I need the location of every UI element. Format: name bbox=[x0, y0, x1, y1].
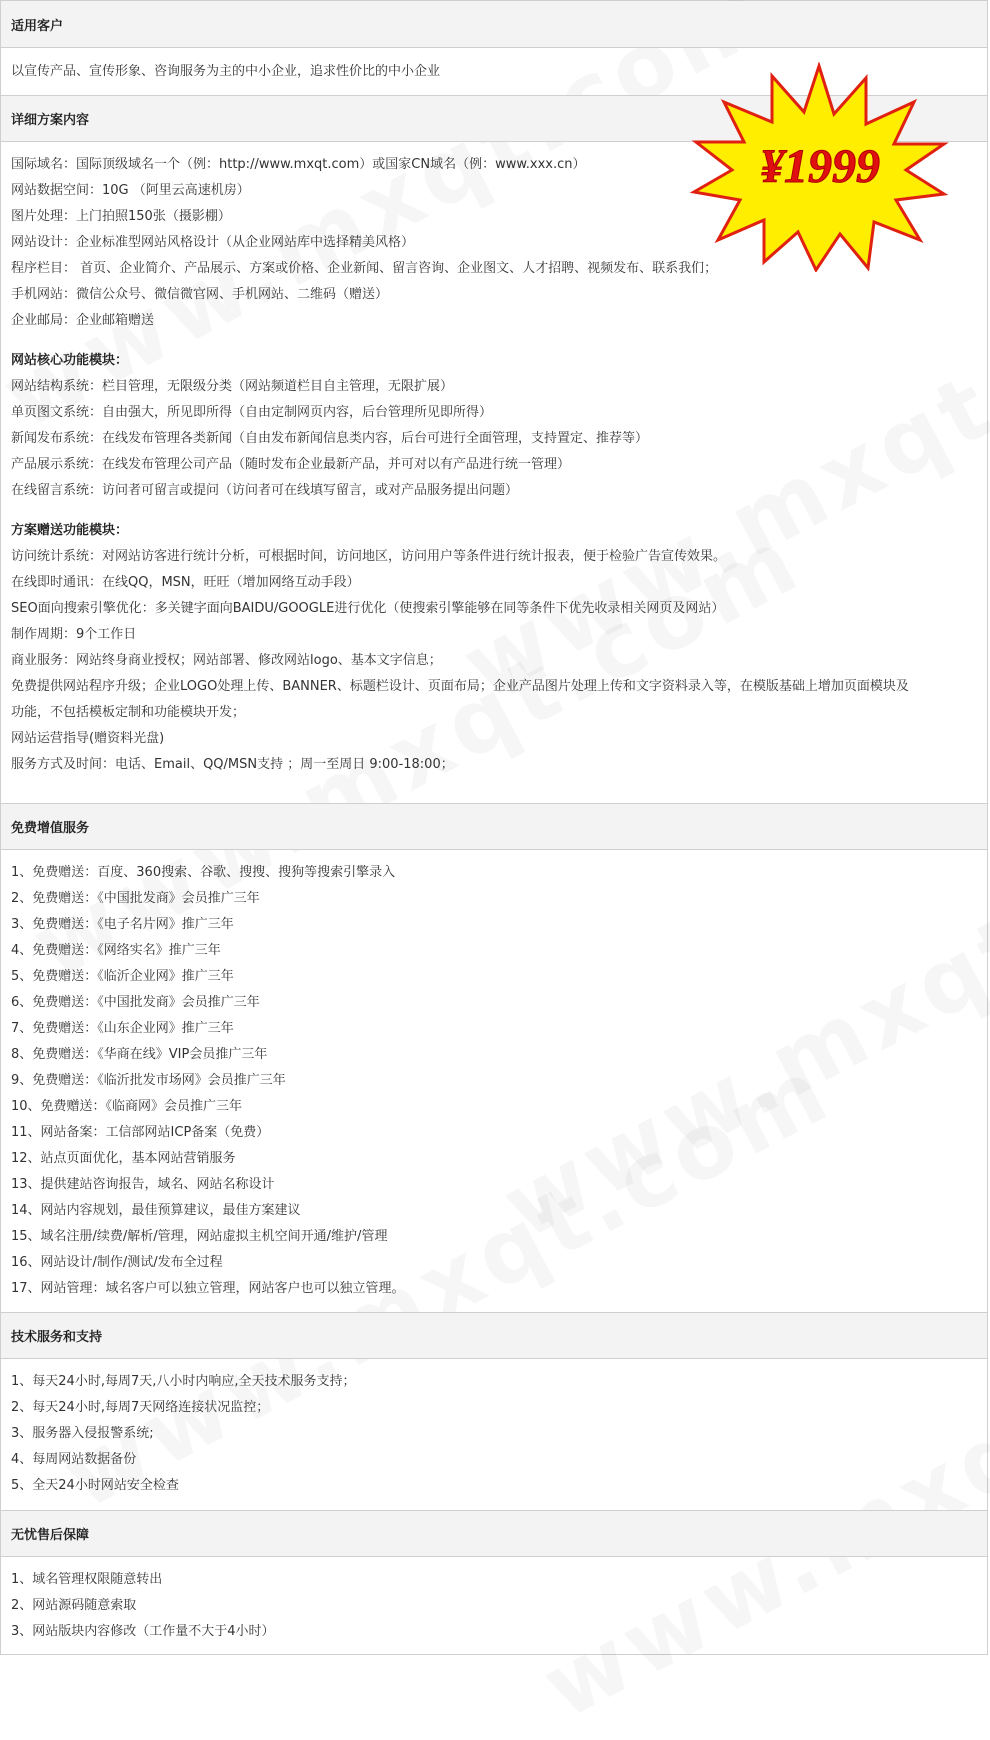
after-sales-item: 2、网站源码随意索取 bbox=[11, 1598, 137, 1613]
after-sales-item: 1、域名管理权限随意转出 bbox=[11, 1572, 163, 1587]
tech-support-item: 3、服务器入侵报警系统; bbox=[11, 1426, 154, 1441]
gift-module-item: 网站运营指导(赠资料光盘) bbox=[11, 731, 165, 746]
gift-module-item: 功能，不包括模板定制和功能模块开发； bbox=[11, 705, 246, 720]
free-service-item: 2、免费赠送：《中国批发商》会员推广三年 bbox=[11, 891, 260, 906]
price-text: ¥1999 bbox=[760, 140, 880, 193]
free-service-item: 4、免费赠送：《网络实名》推广三年 bbox=[11, 943, 221, 958]
after-sales-item: 3、网站版块内容修改（工作量不大于4小时） bbox=[11, 1624, 275, 1639]
gift-module-item: 访问统计系统：对网站访客进行统计分析，可根据时间，访问地区，访问用户等条件进行统计报表，便于检验广告宣传效果。 bbox=[11, 549, 727, 564]
plan-item: 企业邮局：企业邮箱赠送 bbox=[11, 313, 155, 328]
free-service-item: 10、免费赠送：《临商网》会员推广三年 bbox=[11, 1099, 243, 1114]
core-module-item: 新闻发布系统：在线发布管理各类新闻（自由发布新闻信息类内容，后台可进行全面管理，支持置定、推荐等） bbox=[11, 431, 649, 446]
free-service-item: 7、免费赠送：《山东企业网》推广三年 bbox=[11, 1021, 234, 1036]
tech-support-item: 1、每天24小时,每周7天,八小时内响应,全天技术服务支持； bbox=[11, 1374, 356, 1389]
free-service-item: 1、免费赠送：百度、360搜索、谷歌、搜搜、搜狗等搜索引擎录入 bbox=[11, 865, 396, 880]
price-starburst-badge bbox=[688, 62, 950, 272]
core-module-item: 单页图文系统：自由强大，所见即所得（自由定制网页内容，后台管理所见即所得） bbox=[11, 405, 493, 420]
section-heading-after-sales: 无忧售后保障 bbox=[1, 1510, 987, 1557]
free-service-item: 17、网站管理：域名客户可以独立管理，网站客户也可以独立管理。 bbox=[11, 1281, 405, 1296]
core-module-item: 在线留言系统：访问者可留言或提问（访问者可在线填写留言，或对产品服务提出问题） bbox=[11, 483, 519, 498]
customers-text: 以宣传产品、宣传形象、咨询服务为主的中小企业，追求性价比的中小企业 bbox=[11, 64, 441, 79]
plan-item: 国际域名：国际顶级域名一个（例：http://www.mxqt.com）或国家CN域名（例：www.xxx.cn） bbox=[11, 157, 586, 172]
section-heading-free-services: 免费增值服务 bbox=[1, 803, 987, 850]
plan-item: 图片处理：上门拍照150张（摄影棚） bbox=[11, 209, 231, 224]
section-heading-customers: 适用客户 bbox=[1, 1, 987, 48]
free-service-item: 9、免费赠送：《临沂批发市场网》会员推广三年 bbox=[11, 1073, 286, 1088]
gift-module-item: 服务方式及时间：电话、Email、QQ/MSN支持 ；周一至周日 9:00-18:00； bbox=[11, 757, 454, 772]
gift-modules-heading: 方案赠送功能模块： bbox=[11, 523, 129, 538]
free-service-item: 5、免费赠送：《临沂企业网》推广三年 bbox=[11, 969, 234, 984]
free-service-item: 14、网站内容规划，最佳预算建议，最佳方案建议 bbox=[11, 1203, 301, 1218]
gift-module-item: 商业服务：网站终身商业授权；网站部署、修改网站logo、基本文字信息； bbox=[11, 653, 442, 668]
core-modules-heading: 网站核心功能模块： bbox=[11, 353, 129, 368]
plan-item: 手机网站：微信公众号、微信微官网、手机网站、二维码（赠送） bbox=[11, 287, 389, 302]
free-service-item: 15、域名注册/续费/解析/管理，网站虚拟主机空间开通/维护/管理 bbox=[11, 1229, 388, 1244]
section-heading-plan: 详细方案内容 bbox=[1, 95, 987, 142]
free-service-item: 6、免费赠送：《中国批发商》会员推广三年 bbox=[11, 995, 260, 1010]
gift-module-item: 在线即时通讯：在线QQ，MSN，旺旺（增加网络互动手段） bbox=[11, 575, 360, 590]
core-module-item: 网站结构系统：栏目管理，无限级分类（网站频道栏目自主管理，无限扩展） bbox=[11, 379, 454, 394]
free-service-item: 13、提供建站咨询报告，域名、网站名称设计 bbox=[11, 1177, 275, 1192]
gift-module-item: SEO面向搜索引擎优化：多关键字面向BAIDU/GOOGLE进行优化（使搜索引擎能够在同等条件下优先收录相关网页及网站） bbox=[11, 601, 725, 616]
free-service-item: 16、网站设计/制作/测试/发布全过程 bbox=[11, 1255, 223, 1270]
free-service-item: 12、站点页面优化，基本网站营销服务 bbox=[11, 1151, 236, 1166]
gift-module-item: 免费提供网站程序升级；企业LOGO处理上传、BANNER、标题栏设计、页面布局；企业产品图片处理上传和文字资料录入等，在模版基础上增加页面模块及 bbox=[11, 679, 909, 694]
free-service-item: 11、网站备案：工信部网站ICP备案（免费） bbox=[11, 1125, 270, 1140]
tech-support-item: 4、每周网站数据备份 bbox=[11, 1452, 137, 1467]
section-heading-tech-support: 技术服务和支持 bbox=[1, 1312, 987, 1359]
gift-module-item: 制作周期：9个工作日 bbox=[11, 627, 137, 642]
plan-item: 程序栏目： 首页、企业简介、产品展示、方案或价格、企业新闻、留言咨询、企业图文、人才招聘、视频发布、联系我们； bbox=[11, 261, 718, 276]
tech-support-item: 2、每天24小时,每周7天网络连接状况监控； bbox=[11, 1400, 270, 1415]
core-module-item: 产品展示系统：在线发布管理公司产品（随时发布企业最新产品，并可对以有产品进行统一管理） bbox=[11, 457, 571, 472]
free-service-item: 3、免费赠送：《电子名片网》推广三年 bbox=[11, 917, 234, 932]
free-service-item: 8、免费赠送：《华商在线》VIP会员推广三年 bbox=[11, 1047, 268, 1062]
plan-item: 网站设计：企业标准型网站风格设计（从企业网站库中选择精美风格） bbox=[11, 235, 415, 250]
plan-item: 网站数据空间：10G （阿里云高速机房） bbox=[11, 183, 250, 198]
tech-support-item: 5、全天24小时网站安全检查 bbox=[11, 1478, 179, 1493]
